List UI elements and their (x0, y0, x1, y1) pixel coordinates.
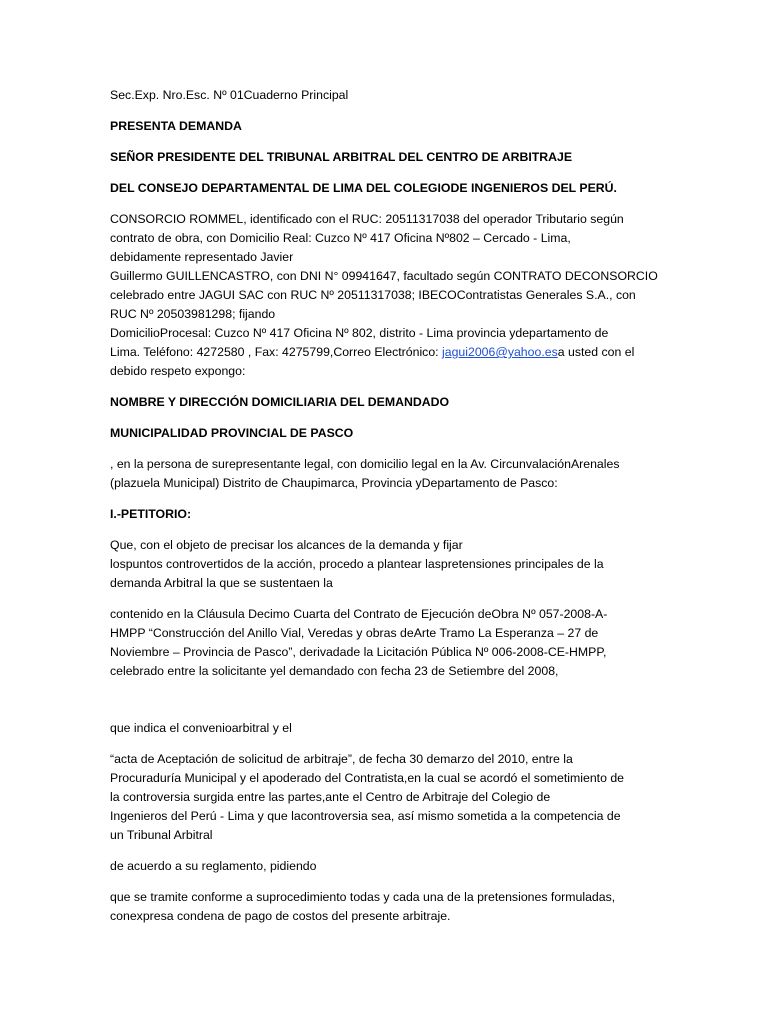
paragraph-spacer (110, 693, 660, 719)
reglamento-text: de acuerdo a su reglamento, pidiendo (110, 859, 317, 873)
defendant-paragraph (110, 455, 660, 493)
clause-line: contenido en la Cláusula Decimo Cuarta del Contrato de Ejecución deObra Nº 057-2008-A- (110, 607, 608, 621)
clause-line: HMPP “Construcción del Anillo Vial, Veredas y obras deArte Tramo La Esperanza – 27 de (110, 626, 599, 640)
section-heading-petitorio (110, 505, 660, 524)
clause-paragraph (110, 605, 660, 681)
section-defendant-text: NOMBRE Y DIRECCIÓN DOMICILIARIA DEL DEMANDADO (110, 395, 450, 409)
acta-line: Procuraduría Municipal y el apoderado del Contratista,en la cual se acordó el sometimiento de (110, 771, 625, 785)
intro-line: debido respeto expongo: (110, 364, 246, 378)
acta-line: la controversia surgida entre las partes,ante el Centro de Arbitraje del Colegio de (110, 790, 551, 804)
defendant-line: (plazuela Municipal) Distrito de Chaupimarca, Provincia yDepartamento de Pasco: (110, 476, 558, 490)
petitorio-paragraph (110, 536, 660, 593)
header-text: Sec.Exp. Nro.Esc. Nº 01Cuaderno Principal (110, 88, 349, 102)
petitorio-line: demanda Arbitral la que se sustentaen la (110, 576, 333, 590)
addressee-line-2 (110, 179, 660, 198)
petitorio-line: lospuntos controvertidos de la acción, procedo a plantear laspretensiones principales de la (110, 557, 604, 571)
defendant-name (110, 424, 660, 443)
final-paragraph (110, 888, 660, 926)
section-heading-defendant (110, 393, 660, 412)
addressee-text-2: DEL CONSEJO DEPARTAMENTAL DE LIMA DEL COLEGIODE INGENIEROS DEL PERÚ. (110, 181, 617, 195)
intro-paragraph (110, 210, 660, 381)
petitorio-line: Que, con el objeto de precisar los alcances de la demanda y fijar (110, 538, 463, 552)
intro-line: RUC Nº 20503981298; fijando (110, 307, 276, 321)
clause-line: celebrado entre la solicitante yel demandado con fecha 23 de Setiembre del 2008, (110, 664, 559, 678)
addressee-text-1: SEÑOR PRESIDENTE DEL TRIBUNAL ARBITRAL DEL CENTRO DE ARBITRAJE (110, 150, 573, 164)
title-text: PRESENTA DEMANDA (110, 119, 242, 133)
intro-line: DomicilioProcesal: Cuzco Nº 417 Oficina Nº 802, distrito - Lima provincia ydepartamento de (110, 326, 609, 340)
convenio-paragraph (110, 719, 660, 738)
document-header (110, 86, 660, 105)
intro-line: contrato de obra, con Domicilio Real: Cuzco Nº 417 Oficina Nº802 – Cercado - Lima, (110, 231, 571, 245)
contact-text-after: a usted con el (557, 345, 635, 359)
section-petitorio-text: I.-PETITORIO: (110, 507, 192, 521)
final-line: que se tramite conforme a suprocedimiento todas y cada una de la pretensiones formuladas, (110, 890, 616, 904)
defendant-line: , en la persona de surepresentante legal, con domicilio legal en la Av. CircunvalaciónArenales (110, 457, 620, 471)
intro-line: debidamente representado Javier (110, 250, 294, 264)
intro-line: Guillermo GUILLENCASTRO, con DNI N° 09941647, facultado según CONTRATO DECONSORCIO (110, 269, 658, 283)
document-title (110, 117, 660, 136)
email-link[interactable]: jagui2006@yahoo.es (442, 345, 558, 359)
addressee-line-1 (110, 148, 660, 167)
final-line: conexpresa condena de pago de costos del presente arbitraje. (110, 909, 451, 923)
reglamento-paragraph (110, 857, 660, 876)
acta-line: un Tribunal Arbitral (110, 828, 213, 842)
acta-line: Ingenieros del Perú - Lima y que lacontroversia sea, así mismo sometida a la competencia de (110, 809, 621, 823)
contact-text: Lima. Teléfono: 4272580 , Fax: 4275799,Correo Electrónico: (110, 345, 442, 359)
document-body (110, 86, 660, 938)
acta-line: “acta de Aceptación de solicitud de arbitraje”, de fecha 30 demarzo del 2010, entre la (110, 752, 573, 766)
intro-line: celebrado entre JAGUI SAC con RUC Nº 20511317038; IBECOContratistas Generales S.A., con (110, 288, 636, 302)
defendant-name-text: MUNICIPALIDAD PROVINCIAL DE PASCO (110, 426, 354, 440)
intro-contact-line (110, 343, 660, 362)
convenio-text: que indica el convenioarbitral y el (110, 721, 292, 735)
acta-paragraph (110, 750, 660, 845)
intro-line: CONSORCIO ROMMEL, identificado con el RUC: 20511317038 del operador Tributario según (110, 212, 624, 226)
clause-line: Noviembre – Provincia de Pasco”, derivadade la Licitación Pública Nº 006-2008-CE-HMPP, (110, 645, 607, 659)
